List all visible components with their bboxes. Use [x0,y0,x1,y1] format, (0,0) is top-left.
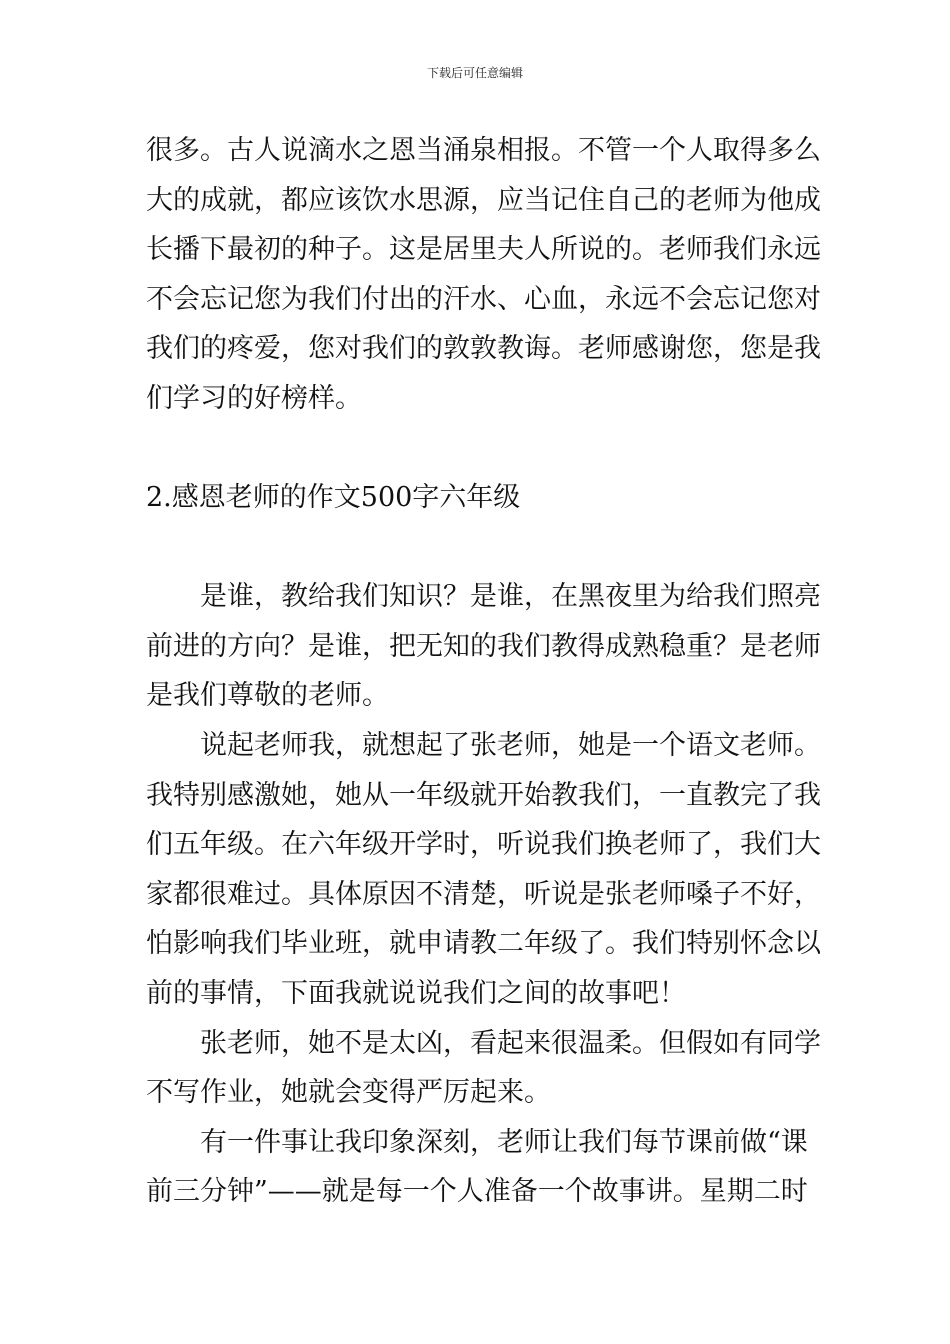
paragraph [146,126,821,424]
text-line: 有一件事让我印象深刻，老师让我们每节课前做“课 [200,1126,808,1158]
text-line: 很多。古人说滴水之恩当涌泉相报。不管一个人取得多么 [146,135,821,166]
text-line: 我们的疼爱，您对我们的敦敦教诲。老师感谢您，您是我 [146,333,821,365]
text-line: 家都很难过。具体原因不清楚，听说是张老师嗓子不好， [146,878,821,910]
document-body [146,126,821,1217]
paragraph [146,721,821,1019]
text-line: 不写作业，她就会变得严厉起来。 [146,1077,551,1109]
text-line: 长播下最初的种子。这是居里夫人所说的。老师我们永远 [146,234,821,266]
text-line: 们五年级。在六年级开学时，听说我们换老师了，我们大 [146,829,821,861]
paragraph [146,1118,810,1217]
text-line: 是谁，教给我们知识？是谁，在黑夜里为给我们照亮 [200,581,821,613]
text-line: 怕影响我们毕业班，就申请教二年级了。我们特别怀念以 [146,928,821,960]
text-line: 我特别感激她，她从一年级就开始教我们，一直教完了我 [146,779,821,811]
text-line: 不会忘记您为我们付出的汗水、心血，永远不会忘记您对 [146,283,821,315]
page-header: 下载后可任意编辑 [426,66,523,80]
text-line: 前进的方向？是谁，把无知的我们教得成熟稳重？是老师 [146,630,821,662]
text-line: 张老师，她不是太凶，看起来很温柔。但假如有同学 [200,1027,821,1059]
text-line: 大的成就，都应该饮水思源，应当记住自己的老师为他成 [146,184,821,216]
section-heading: 2.感恩老师的作文500字六年级 [146,481,521,513]
paragraph [146,1019,821,1118]
text-line: 说起老师我，就想起了张老师，她是一个语文老师。 [200,729,821,761]
text-line: 们学习的好榜样。 [146,382,362,414]
text-line: 前的事情，下面我就说说我们之间的故事吧！ [146,977,686,1009]
text-line: 是我们尊敬的老师。 [146,680,389,712]
paragraph [146,572,821,721]
text-line: 前三分钟”——就是每一个人准备一个故事讲。星期二时 [146,1176,808,1208]
